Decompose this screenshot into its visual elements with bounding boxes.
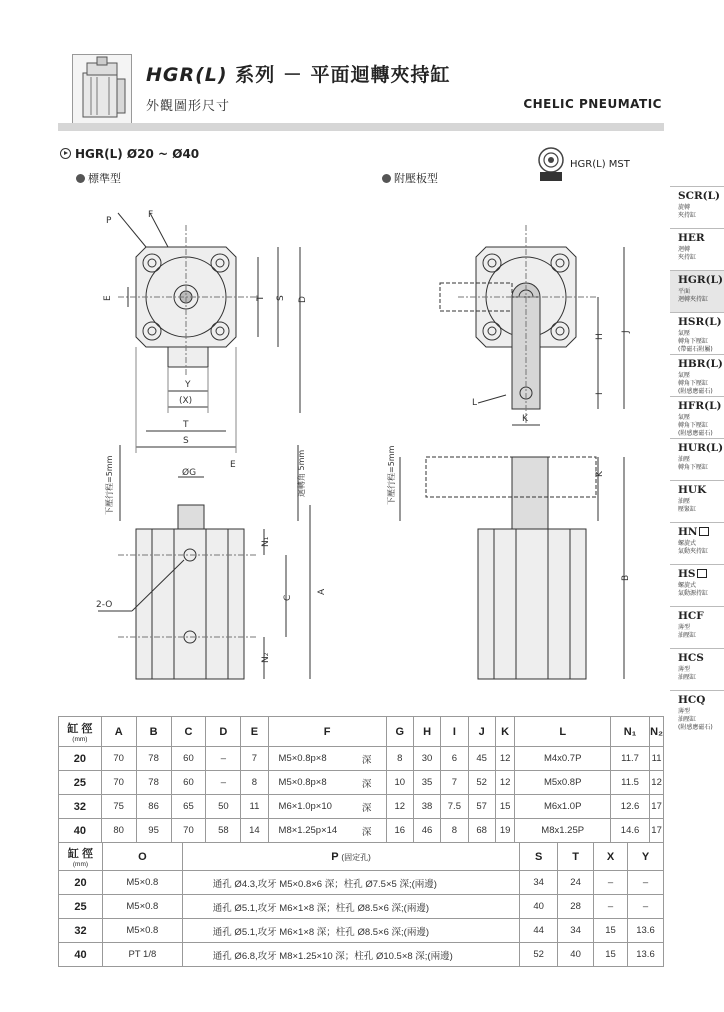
cell: 57 bbox=[468, 795, 495, 819]
sidebar-item-desc: 油壓 轉角下壓缸 bbox=[678, 456, 709, 471]
cell: 52 bbox=[520, 943, 558, 967]
cell: 17 bbox=[650, 795, 664, 819]
sidebar-item[interactable] bbox=[670, 480, 724, 522]
cell: 52 bbox=[468, 771, 495, 795]
cell: 78 bbox=[136, 771, 171, 795]
sidebar-item-code: HUR(L) bbox=[678, 442, 724, 454]
col-header: K bbox=[495, 717, 515, 747]
col-header-note: (固定孔) bbox=[341, 852, 371, 862]
dimension-table-2 bbox=[58, 842, 664, 967]
brand-name: CHELIC PNEUMATIC bbox=[523, 97, 662, 111]
sidebar-item-code: SCR(L) bbox=[678, 190, 720, 202]
cell: 11 bbox=[241, 795, 268, 819]
cell: 75 bbox=[101, 795, 136, 819]
sidebar-item[interactable] bbox=[670, 228, 724, 270]
cell: 86 bbox=[136, 795, 171, 819]
sidebar-item[interactable] bbox=[670, 312, 724, 354]
title-model: HGR(L) bbox=[146, 64, 228, 86]
cell: M6×1.0p×10 bbox=[268, 795, 348, 819]
cell: 15 bbox=[594, 943, 628, 967]
row-bore: 32 bbox=[59, 795, 102, 819]
sidebar-item-code: HFR(L) bbox=[678, 400, 722, 412]
col-header: G bbox=[386, 717, 413, 747]
cell: PT 1/8 bbox=[102, 943, 182, 967]
cell: 44 bbox=[520, 919, 558, 943]
cell: – bbox=[627, 895, 663, 919]
cell: 58 bbox=[206, 819, 241, 843]
cell: 70 bbox=[101, 747, 136, 771]
cell: 95 bbox=[136, 819, 171, 843]
cell: 17 bbox=[650, 819, 664, 843]
section-title-text: HGR(L) Ø20 ~ Ø40 bbox=[75, 147, 200, 161]
cell: 深 bbox=[348, 747, 387, 771]
cell: 68 bbox=[468, 819, 495, 843]
col-header: D bbox=[206, 717, 241, 747]
label-c: C bbox=[283, 594, 293, 601]
label-t: T bbox=[183, 420, 189, 430]
sidebar-item[interactable] bbox=[670, 606, 724, 648]
sidebar-item-desc: 螺旋式 氣動夾持缸 bbox=[678, 540, 709, 555]
table-row bbox=[59, 895, 664, 919]
col-header: A bbox=[101, 717, 136, 747]
cell: 11 bbox=[650, 747, 664, 771]
label-k: K bbox=[522, 414, 528, 424]
sidebar-item-code bbox=[678, 568, 724, 580]
section-title bbox=[60, 147, 199, 161]
label-og: ØG bbox=[182, 468, 197, 478]
corner-text: 缸 徑 bbox=[67, 723, 93, 735]
col-header: J bbox=[468, 717, 495, 747]
sidebar bbox=[670, 186, 724, 732]
table-row bbox=[59, 747, 664, 771]
sidebar-item-desc: 薄型 油壓缸 (附感應磁石) bbox=[678, 708, 713, 731]
cell: 11.5 bbox=[610, 771, 649, 795]
row-bore: 20 bbox=[59, 747, 102, 771]
label-x: (X) bbox=[179, 396, 193, 406]
sidebar-item-desc: 迴轉 夾持缸 bbox=[678, 246, 697, 261]
cell: 通孔 Ø5.1,攻牙 M6×1×8 深；柱孔 Ø8.5×6 深;(兩邊) bbox=[182, 919, 519, 943]
cell: 8 bbox=[441, 819, 468, 843]
label-b: B bbox=[621, 574, 631, 581]
cell: M5×0.8p×8 bbox=[268, 771, 348, 795]
bullet-icon bbox=[76, 174, 85, 183]
table-row bbox=[59, 795, 664, 819]
sidebar-item[interactable] bbox=[670, 522, 724, 564]
label-e-side: E bbox=[230, 460, 236, 470]
label-k-side: K bbox=[595, 471, 605, 477]
col-header-text: P bbox=[331, 850, 339, 863]
cell: 深 bbox=[348, 795, 387, 819]
mst-badge-icon bbox=[536, 146, 568, 186]
dimension-table-1 bbox=[58, 716, 664, 843]
cell: – bbox=[206, 771, 241, 795]
bullet-icon bbox=[382, 174, 391, 183]
cell: 深 bbox=[348, 771, 387, 795]
row-bore: 25 bbox=[59, 895, 103, 919]
sidebar-item-code: HER bbox=[678, 232, 705, 244]
cell: – bbox=[594, 871, 628, 895]
cell: 78 bbox=[136, 747, 171, 771]
label-y: Y bbox=[185, 380, 191, 390]
cell: 7.5 bbox=[441, 795, 468, 819]
cell: 34 bbox=[558, 919, 594, 943]
cell: – bbox=[594, 895, 628, 919]
col-header: N₁ bbox=[610, 717, 649, 747]
sidebar-item-code: HUK bbox=[678, 484, 707, 496]
sidebar-item-desc: 氣壓 轉角下壓缸 (附感應磁石) bbox=[678, 414, 713, 437]
col-header: E bbox=[241, 717, 268, 747]
label-stroke-left: 下壓行程=5mm bbox=[105, 455, 114, 515]
header-divider bbox=[58, 123, 664, 131]
cell: 深 bbox=[348, 819, 387, 843]
cell: – bbox=[206, 747, 241, 771]
cell: 通孔 Ø5.1,攻牙 M6×1×8 深；柱孔 Ø8.5×6 深;(兩邊) bbox=[182, 895, 519, 919]
cell: 40 bbox=[558, 943, 594, 967]
sidebar-item[interactable] bbox=[670, 396, 724, 438]
table-row bbox=[59, 871, 664, 895]
sidebar-item-code: HCF bbox=[678, 610, 704, 622]
cell: 14.6 bbox=[610, 819, 649, 843]
cell: 60 bbox=[171, 771, 206, 795]
page-title bbox=[146, 60, 450, 87]
col-header: F bbox=[268, 717, 386, 747]
col-header: N₂ bbox=[650, 717, 664, 747]
cell: 28 bbox=[558, 895, 594, 919]
cell: 12 bbox=[650, 771, 664, 795]
unit-text: (mm) bbox=[72, 736, 88, 743]
col-header: S bbox=[520, 843, 558, 871]
cell: 11.7 bbox=[610, 747, 649, 771]
sidebar-item-code: HBR(L) bbox=[678, 358, 723, 370]
standard-type-text: 標準型 bbox=[88, 172, 121, 185]
sidebar-item-code: HSR(L) bbox=[678, 316, 722, 328]
sidebar-item-desc: 螺旋式 氣動源持缸 bbox=[678, 582, 709, 597]
label-h: H bbox=[595, 333, 605, 340]
sidebar-item[interactable] bbox=[670, 690, 724, 732]
clamp-type-text: 附壓板型 bbox=[394, 172, 438, 185]
sidebar-item-desc: 旋轉 夾持缸 bbox=[678, 204, 697, 219]
col-header: O bbox=[102, 843, 182, 871]
cell: M5×0.8 bbox=[102, 919, 182, 943]
table-row bbox=[59, 819, 664, 843]
cell: 16 bbox=[386, 819, 413, 843]
cell: 70 bbox=[171, 819, 206, 843]
table-row bbox=[59, 919, 664, 943]
cell: M6x1.0P bbox=[515, 795, 611, 819]
label-n2: N₂ bbox=[261, 652, 271, 663]
cell: M5×0.8 bbox=[102, 895, 182, 919]
col-header: T bbox=[558, 843, 594, 871]
sidebar-item[interactable] bbox=[670, 186, 724, 228]
standard-type-label bbox=[76, 170, 121, 186]
sidebar-item-desc: 氣壓 轉角下壓缸 (帶磁石附屬) bbox=[678, 330, 713, 353]
sidebar-item-desc: 油壓 壓緊缸 bbox=[678, 498, 697, 513]
label-port: 2-O bbox=[96, 600, 113, 610]
label-e: E bbox=[103, 295, 113, 301]
cell: 6 bbox=[441, 747, 468, 771]
label-d: D bbox=[298, 296, 308, 303]
cell: M5x0.8P bbox=[515, 771, 611, 795]
col-header: Y bbox=[627, 843, 663, 871]
cell: 15 bbox=[594, 919, 628, 943]
cell: 10 bbox=[386, 771, 413, 795]
label-s-vertical: S bbox=[276, 295, 286, 301]
sidebar-item[interactable] bbox=[670, 648, 724, 690]
cell: 35 bbox=[413, 771, 440, 795]
cell: M8×1.25p×14 bbox=[268, 819, 348, 843]
cell: 12 bbox=[386, 795, 413, 819]
sidebar-item-desc: 薄型 油壓缸 bbox=[678, 624, 697, 639]
table-row bbox=[59, 943, 664, 967]
cell: M5×0.8 bbox=[102, 871, 182, 895]
row-bore: 32 bbox=[59, 919, 103, 943]
label-i: I bbox=[595, 392, 605, 395]
cell: 24 bbox=[558, 871, 594, 895]
col-header: L bbox=[515, 717, 611, 747]
cell: 通孔 Ø6.8,攻牙 M8×1.25×10 深；柱孔 Ø10.5×8 深;(兩邊) bbox=[182, 943, 519, 967]
table-corner bbox=[59, 717, 102, 747]
cell: 7 bbox=[241, 747, 268, 771]
sidebar-item-desc: 薄型 油壓缸 bbox=[678, 666, 697, 681]
cell: 8 bbox=[386, 747, 413, 771]
sidebar-item[interactable] bbox=[670, 438, 724, 480]
play-bullet-icon bbox=[60, 148, 71, 159]
unit-text: (mm) bbox=[72, 861, 89, 868]
col-header bbox=[182, 843, 519, 871]
cell: – bbox=[627, 871, 663, 895]
row-bore: 40 bbox=[59, 943, 103, 967]
cell: 19 bbox=[495, 819, 515, 843]
col-header: H bbox=[413, 717, 440, 747]
sidebar-item[interactable] bbox=[670, 270, 724, 312]
col-header: I bbox=[441, 717, 468, 747]
label-a: A bbox=[317, 588, 327, 595]
label-j: J bbox=[621, 330, 631, 333]
technical-drawing bbox=[58, 185, 668, 705]
cell: 12 bbox=[495, 747, 515, 771]
col-header: B bbox=[136, 717, 171, 747]
cell: 通孔 Ø4.3,攻牙 M5×0.8×6 深；柱孔 Ø7.5×5 深;(兩邊) bbox=[182, 871, 519, 895]
corner-text: 缸 徑 bbox=[67, 848, 93, 860]
label-f: F bbox=[148, 210, 154, 220]
cell: 8 bbox=[241, 771, 268, 795]
label-t-vertical: T bbox=[256, 295, 266, 301]
cell: 80 bbox=[101, 819, 136, 843]
sidebar-item[interactable] bbox=[670, 354, 724, 396]
cell: 50 bbox=[206, 795, 241, 819]
table-header-row bbox=[59, 717, 664, 747]
cell: 30 bbox=[413, 747, 440, 771]
product-thumbnail bbox=[72, 54, 132, 124]
cell: 38 bbox=[413, 795, 440, 819]
sidebar-item-desc: 平面 迴轉夾持缸 bbox=[678, 288, 709, 303]
table-header-row bbox=[59, 843, 664, 871]
page-subtitle: 外觀圖形尺寸 bbox=[146, 99, 231, 114]
clamp-type-label bbox=[382, 170, 438, 186]
cell: M4x0.7P bbox=[515, 747, 611, 771]
sidebar-item-code-text: HS bbox=[678, 568, 696, 580]
label-l: L bbox=[472, 398, 478, 408]
cell: 13.6 bbox=[627, 919, 663, 943]
cell: 40 bbox=[520, 895, 558, 919]
cell: M5×0.8p×8 bbox=[268, 747, 348, 771]
cell: 14 bbox=[241, 819, 268, 843]
cylinder-product-icon bbox=[73, 55, 131, 123]
row-bore: 40 bbox=[59, 819, 102, 843]
sidebar-item[interactable] bbox=[670, 564, 724, 606]
sidebar-item-code bbox=[678, 526, 724, 538]
label-n1: N₁ bbox=[261, 536, 271, 547]
cell: 65 bbox=[171, 795, 206, 819]
cell: 15 bbox=[495, 795, 515, 819]
table-row bbox=[59, 771, 664, 795]
cell: 60 bbox=[171, 747, 206, 771]
label-p: P bbox=[106, 216, 112, 226]
cell: 34 bbox=[520, 871, 558, 895]
row-bore: 20 bbox=[59, 871, 103, 895]
sidebar-item-code: HCQ bbox=[678, 694, 706, 706]
cell: 70 bbox=[101, 771, 136, 795]
label-s: S bbox=[183, 436, 189, 446]
cell: 12 bbox=[495, 771, 515, 795]
cell: 7 bbox=[441, 771, 468, 795]
sidebar-item-code: HCS bbox=[678, 652, 704, 664]
cell: 45 bbox=[468, 747, 495, 771]
col-header: C bbox=[171, 717, 206, 747]
label-stroke-right: 下壓行程=5mm bbox=[387, 445, 396, 505]
box-icon bbox=[697, 569, 707, 578]
title-series: 系列 － 平面迴轉夾持缸 bbox=[227, 64, 451, 86]
table-corner bbox=[59, 843, 103, 871]
sidebar-item-desc: 氣壓 轉角下壓缸 (附感應磁石) bbox=[678, 372, 713, 395]
mst-label: HGR(L) MST bbox=[570, 159, 630, 170]
cell: 13.6 bbox=[627, 943, 663, 967]
box-icon bbox=[699, 527, 709, 536]
col-header: X bbox=[594, 843, 628, 871]
cell: 12.6 bbox=[610, 795, 649, 819]
label-stroke-mid: 迴轉角 5mm bbox=[297, 449, 306, 497]
sidebar-item-code-text: HN bbox=[678, 526, 698, 538]
cell: 46 bbox=[413, 819, 440, 843]
row-bore: 25 bbox=[59, 771, 102, 795]
sidebar-item-code: HGR(L) bbox=[678, 274, 723, 286]
cell: M8x1.25P bbox=[515, 819, 611, 843]
